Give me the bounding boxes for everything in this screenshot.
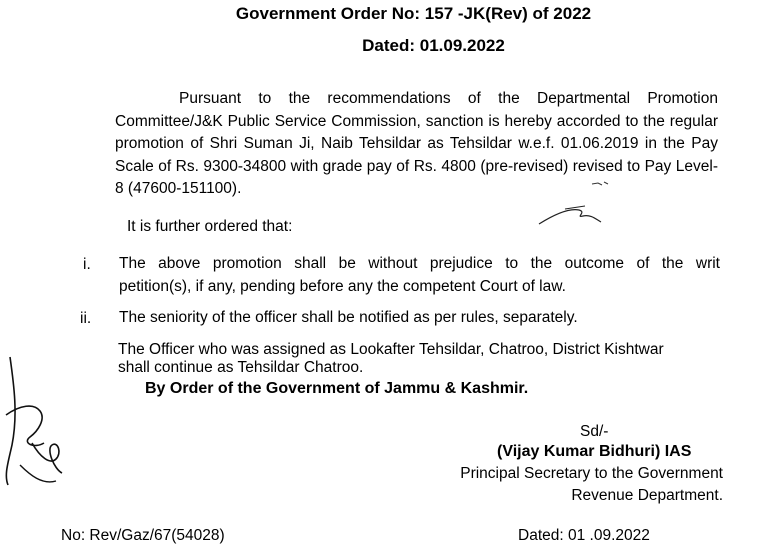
item-line: The above promotion shall be without prejudice to the outcome of the writ (119, 255, 720, 272)
item-number: ii. (80, 310, 92, 327)
item-number: i. (83, 256, 91, 273)
paragraph-line: promotion of Shri Suman Ji, Naib Tehsildar as Tehsildar w.e.f. 01.06.2019 in the Pay (115, 135, 718, 152)
paragraph-line: Pursuant to the recommendations of the Departmental Promotion (179, 90, 718, 107)
officer-paragraph (118, 341, 664, 377)
paragraph-line: 8 (47600-151100). (115, 180, 242, 197)
pen-tick-mark (590, 178, 612, 188)
sd-mark: Sd/- (580, 423, 609, 440)
signatory-designation: Principal Secretary to the Government (460, 465, 723, 482)
order-title: Government Order No: 157 -JK(Rev) of 2022 (235, 4, 592, 23)
officer-line: shall continue as Tehsildar Chatroo. (118, 359, 364, 376)
item-text (119, 307, 720, 330)
signatory-department: Revenue Department. (571, 487, 723, 504)
signatory-name: (Vijay Kumar Bidhuri) IAS (497, 443, 692, 460)
handwritten-initials (0, 345, 80, 505)
further-ordered-text: It is further ordered that: (127, 218, 293, 235)
order-date: Dated: 01.09.2022 (362, 36, 505, 55)
by-order-line: By Order of the Government of Jammu & Kashmir. (145, 380, 529, 397)
pen-flourish (535, 200, 605, 230)
paragraph-line: Scale of Rs. 9300-34800 with grade pay of Rs. 4800 (pre-revised) revised to Pay Level- (115, 157, 718, 175)
footer-date: Dated: 01 .09.2022 (518, 527, 650, 544)
item-text (119, 253, 720, 298)
paragraph-line: Committee/J&K Public Service Commission, sanction is hereby accorded to the regular (115, 112, 718, 130)
reference-number: No: Rev/Gaz/67(54028) (61, 527, 225, 544)
item-line: petition(s), if any, pending before any the competent Court of law. (119, 277, 566, 295)
officer-line: The Officer who was assigned as Lookafter Tehsildar, Chatroo, District Kishtwar (118, 341, 664, 358)
item-line: The seniority of the officer shall be notified as per rules, separately. (119, 309, 578, 326)
main-paragraph (115, 88, 718, 201)
